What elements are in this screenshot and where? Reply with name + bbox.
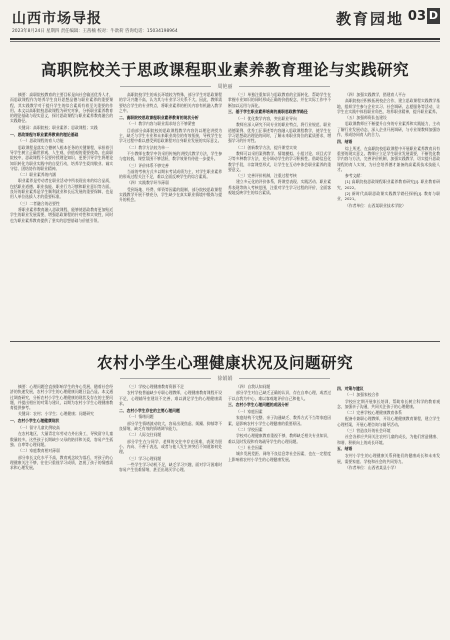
paragraph: （二）人际交往问题 [127,432,162,438]
page-letter-badge: D [428,9,439,22]
article2-title: 农村小学生心理健康状况及问题研究 [96,354,353,372]
article2-body [10,384,440,634]
paragraph: （三）学校心理健康教育资源不足 [127,384,184,389]
paragraph: 学校应定期开展家长培训，帮助家长树立科学的教育观念，加强亲子沟通，共同关注孩子的心理健康。 [337,398,440,409]
paragraph: 一些学生学习动机不足，缺乏学习兴趣，面对学习困难时容易产生畏难情绪，甚至出现厌学心理。 [119,461,222,473]
paragraph: 不少教师在教学中仍采用传统的讲授式教学方法，学生参与度较低，课堂氛围不够活跃，教学效果有待进一步提升。 [119,150,222,162]
paragraph: （三）二者融合的必要性 [18,200,60,206]
paragraph: 教师可以采用案例教学、情境模拟、小组讨论、项目式学习等多种教学方法，充分调动学生的学习积极性。借助信息化教学手段，丰富课堂形式，让学生在互动中体会职业素养的重要意义。 [228,150,331,172]
paragraph: （四）自我认知问题 [236,384,271,389]
paragraph: 部分学生情绪波动较大，容易出现焦虑、烦躁、抑郁等不良情绪，缺乏有效的情绪调节能力。 [119,420,222,432]
paragraph: （四）实践教学环节薄弱 [127,180,169,186]
paragraph: 关键词：高职院校；职业素养；思政课程；实践 [18,124,98,130]
article2-author [0,375,450,382]
section-heading: 五、结语 [337,446,353,452]
paragraph: 家庭结构不完整、亲子沟通缺乏、教养方式不当等家庭因素，是影响农村小学生心理健康的重要原因。 [228,415,331,426]
paragraph: （一）思政课程的育人功能 [18,138,64,144]
article1-column [228,92,331,334]
paragraph: （三）营造良好的社会环境 [345,428,391,434]
paragraph: 关键词：农村；小学生；心理健康；问题研究 [18,411,94,417]
paragraph: 高职院校学生的成长环境较为特殊，部分学生对思政课程的学习兴趣不高，认为其与专业学习关系不大。因此，教师需要结合学生的专业特点，将职业素养的相关内容有机融入教学之中。 [119,92,222,113]
newspaper-name: 山西市场导报 [12,11,102,27]
paragraph: 受到场地、经费、师资等因素的限制，部分院校思政课程实践教学开展不够充分，学生缺少在真实职业情境中锻炼与提升的机会。 [119,186,222,203]
article2-author-name: 徐娟娟 [211,376,238,382]
paragraph: （三）单独注重知识与思政教育的全面转化，帮助学生在掌握专业知识的同时形成正确的价值观念，并在实际工作中不断加以运用与深化。 [228,92,331,108]
paragraph: （四）加强实践教学，搭建育人平台 [345,92,406,97]
article1-column [10,92,113,334]
paragraph: （一）情绪问题 [127,414,154,420]
paragraph: （二）创新教学方法，提升课堂实效 [236,144,297,150]
paragraph: 当前的考核方式多以期末考试成绩为主，对学生职业素养的形成过程关注不足，难以全面反映学生的综合素质。 [119,168,222,180]
paragraph: 农村小学生的心理健康关系到他们的健康成长和未来发展，需要家庭、学校和社会的共同努力。 [337,453,440,464]
paragraph: 参考文献： [345,173,364,179]
paragraph: （一）优化教学内容，突出职业导向 [236,116,297,122]
article1-author [0,83,450,90]
section-heading: 一、思政课程与职业素养教育的理论基础 [10,131,79,137]
paragraph: （一）教学内容与职业需求结合不够紧密 [127,121,196,127]
paragraph: 配备专兼职心理教师，开设心理健康教育课程，建立学生心理档案，开展心理咨询与辅导活动。 [337,416,440,427]
paragraph: （二）完善学校心理健康教育体系 [345,410,402,416]
paragraph: 社会各界应共同关注农村儿童的成长，为他们营造健康、和谐、积极向上的成长环境。 [337,434,440,445]
article-divider [10,341,440,342]
section-heading: 二、农村小学生存在的主要心理问题 [119,407,180,413]
section-heading: 四、对策与建议 [337,385,364,391]
paragraph: 摘要：心理问题会直接影响学生的身心发展，随着社会经济的快速发展，农村小学生的心理健康问题日益凸显。本文通过调查研究，分析农村小学生心理健康的现状及存在的主要问题，并提出相应的对策与建议，以期为农村小学生心理健康教育提供参考。 [10,384,113,411]
paragraph: （二）学校因素 [236,427,263,433]
paragraph: 部分家长文化水平不高，教育观念较为落后，对孩子的心理健康关注不够，往往只重视学习成绩，忽视了孩子的情感需求和心理发展。 [10,454,113,471]
paragraph: 思政课教师应不断提升自身的专业素养和实践能力，主动了解行业发展动态，深入企业开展调研，与专业课教师加强协作，形成协同育人的合力。 [337,121,440,138]
section-title: 教育园地 [335,10,404,28]
article2-column [10,384,113,634]
issue-meta: 2023年8月24日 星期四 责任编辑：王茜楠 校对：牛歆荷 咨询电话：15034198964 [12,29,178,34]
header-rule [10,38,440,40]
paragraph: 学校对心理健康教育重视不够，教师缺乏相关专业知识，难以及时发现和有效疏导学生的心理问题。 [228,433,331,444]
section-heading: 三、农村小学生心理问题的成因分析 [228,402,289,408]
paragraph: 在农村地区，大量青壮年劳动力外出务工，导致留守儿童数量较多。这些孩子长期缺少父母的陪伴和关爱，容易产生孤独、自卑等心理问题。 [10,431,113,447]
paragraph: 目前部分高职院校的思政课程教学内容仍以理论讲授为主，缺乏与学生专业和未来职业岗位的有效衔接，导致学生在学习过程中难以感受到思政课程对自身职业发展的实际意义。 [119,127,222,144]
paragraph: 城乡发展差距、网络不良信息等社会因素，也在一定程度上影响着农村小学生的心理健康发展。 [228,451,331,462]
section-heading: 二、高职院校思政课程职业素养教育的现状分析 [119,114,199,120]
header-rule-thin [10,41,440,42]
paragraph: （作者单位：山西某职业技术学院） [345,202,406,208]
paragraph: 教师应深入研究不同专业的职业特点，将行业规范、职业道德案例、优秀工匠事迹等内容融入思政课程教学，使学生在学习思想政治理论的同时，了解未来职业岗位的素质要求，增强学习的针对性。 [228,122,331,144]
paragraph: 农村学校普遍缺少专职心理教师，心理健康教育课程开设不足，心理辅导室建设不完善，难以满足学生的心理健康需求。 [119,390,222,406]
paragraph: （一）加强家校合作 [345,392,380,398]
paragraph: （一）家庭因素 [236,409,263,415]
article1-column [337,92,440,334]
section-heading: 一、农村小学生心理健康现状 [10,418,60,424]
article1-author-name: 周艳丽 [211,84,238,90]
paragraph: （作者单位：山西省某县小学） [345,464,399,470]
paragraph: 建立多元化的评价体系，将课堂表现、实践活动、职业素养表现等纳入考核范围，注重对学生学习过程的评价，全面客观地反映学生的综合素质。 [228,179,331,196]
paragraph: （一）留守儿童比例较高 [18,425,60,431]
article2-column [119,384,222,634]
paragraph: 部分学生对自己缺乏正确的认识，存在自卑心理，或者过于以自我为中心，难以客观地评价自己和他人。 [228,390,331,401]
paragraph: （三）评价体系不够完善 [127,162,169,168]
paragraph: 思政课程是落实立德树人根本任务的关键课程，承担着引导学生树立正确世界观、人生观、价值观的重要使命。在高职院校中，思政课程不仅要传授理论知识，更要引导学生将理论知识转化为职业实践中的自觉行动，培养学生爱岗敬业、诚实守信、团结协作的职业精神。 [10,144,113,171]
paragraph: 综上所述，在高职院校思政课程中开展职业素养教育具有重要的现实意义。教师应立足学生职业发展需要，不断优化教学内容与方法，完善评价机制，加强实践教学，切实提升思政课程的育人实效，为社会培养德才兼备的高素质技术技能人才。 [337,145,440,172]
section-heading: 三、基于学生职业素养培育的高职思政教学路径 [228,109,308,115]
article2-column [337,384,440,634]
paragraph: （五）加强师资队伍建设 [345,115,387,121]
paragraph: 部分学生在与同学、老师的交往中存在困难，表现为胆小、内向、不善于表达，或者与他人发生冲突后不知道如何处理。 [119,438,222,455]
article1-column [119,92,222,334]
paragraph: （二）教学方法较为单一 [127,144,169,150]
article2-column [228,384,331,634]
paragraph: 将职业素养教育融入思政课程，能够使思政教育更加贴近学生的职业发展需要，增强思政课程的针对性和实效性，同时也为职业素养教育提供了坚实的思想基础与价值引领。 [10,206,113,223]
paragraph: （三）完善评价机制，注重过程考核 [236,173,297,179]
paragraph: 职业素养是劳动者在职业活动中所表现出来的综合品质，包括职业道德、职业技能、职业行为习惯和职业意识等方面。良好的职业素养是学生顺利就业和长远发展的重要保障，也是用人单位选拔人才的重要标准。 [10,178,113,200]
paragraph: （二）职业素养的内涵 [18,172,56,178]
page-number: 03 [407,9,426,24]
section-heading: 四、结语 [337,138,353,144]
paragraph: （二）家庭教育相对薄弱 [18,448,60,454]
paragraph: （三）社会因素 [236,444,263,450]
paragraph: 摘要：高职院校教育的主要目标是向社会输送优秀人才，而思政课程作为培养学生良好思想品德与职业素养的重要课程，其实践教学对于提升学生的综合素质有着至关重要的作用。本文以高职院校思政课程为研究对象，分析职业素养教育的理论基础与现实意义，探讨思政课程与职业素养教育融合的实践路径。 [10,92,113,124]
paragraph: 高职院校应积极拓展校企合作，建立思政课程实践教学基地，组织学生参与企业实习、社会调研、志愿服务等活动，让学生在实践中体验职业角色，培养职业精神，提升职业素养。 [337,98,440,114]
paragraph: [2] 新时代高职思政课实践教学路径探析[J]. 教育与职业，2021。 [337,191,440,202]
article1-title: 高职院校关于思政课程职业素养教育理论与实践研究 [40,61,409,79]
article1-body [10,92,440,334]
paragraph: [1] 高职院校思政课程职业素养教育研究[J]. 职业教育研究，2022。 [337,179,440,190]
paragraph: （三）学习心理问题 [127,455,162,461]
